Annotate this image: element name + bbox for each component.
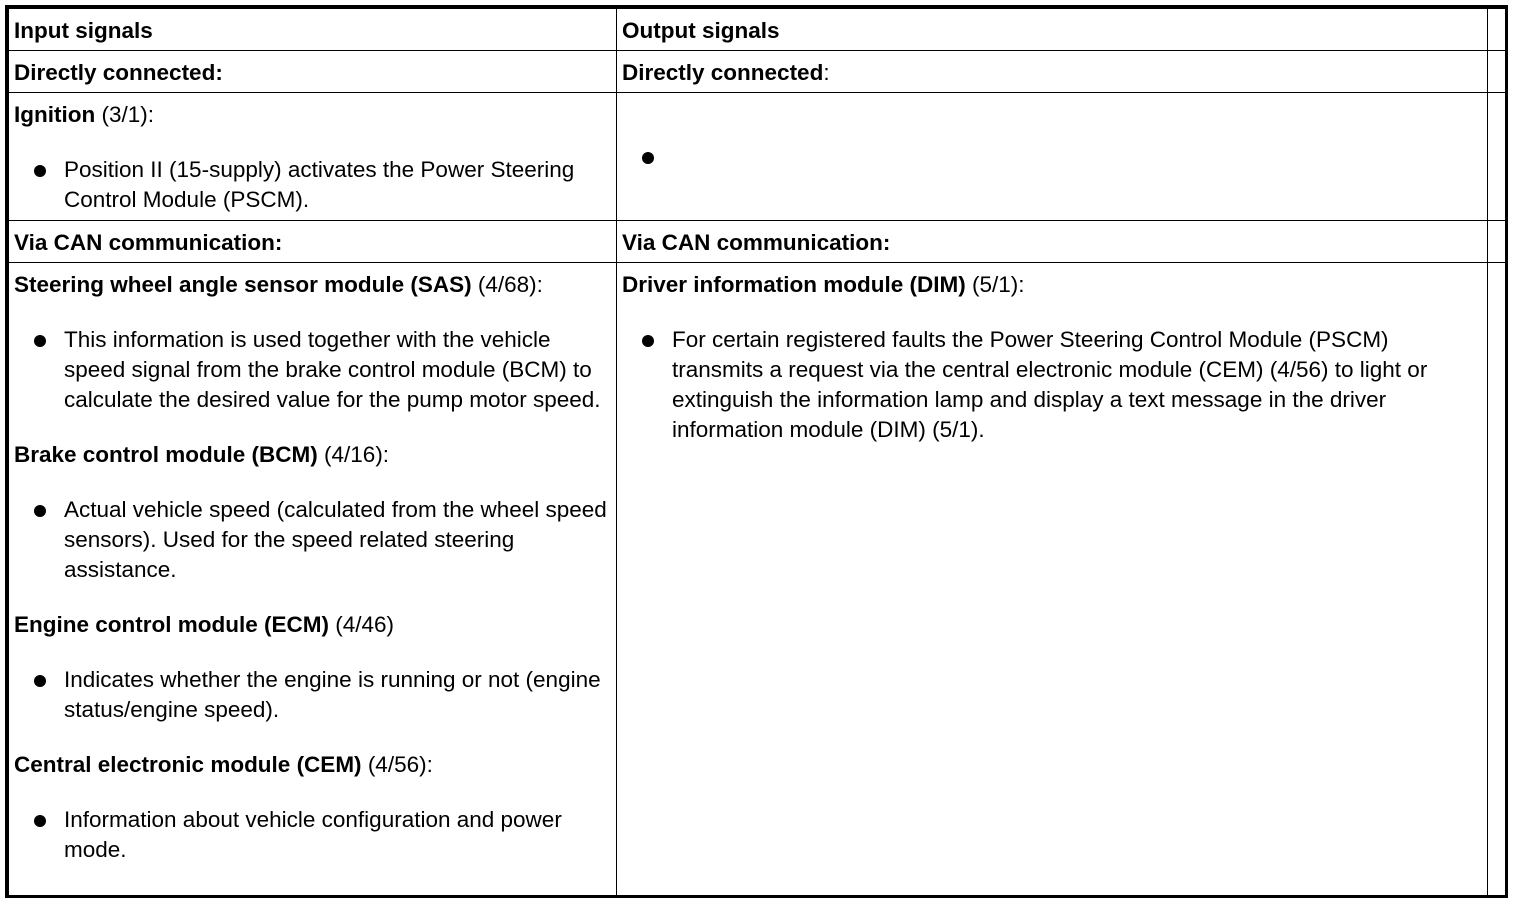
sas-heading: Steering wheel angle sensor module (SAS) (4/68): xyxy=(14,272,543,297)
bcm-heading: Brake control module (BCM) (4/16): xyxy=(14,442,390,467)
dim-bullet: For certain registered faults the Power Steering Control Module (PSCM) transmits a request via the central electronic module (CEM) (4/56) to light or extinguish the information lamp and display a text message in the driver information module (DIM) (5/1). xyxy=(622,325,1482,445)
ignition-bullets xyxy=(14,155,611,215)
output-via-can: Via CAN communication: xyxy=(617,221,1488,263)
input-directly-connected: Directly connected: xyxy=(9,51,617,93)
output-directly-connected: Directly connected: xyxy=(617,51,1488,93)
bcm-bullets xyxy=(14,495,611,585)
output-signals-header: Output signals xyxy=(617,9,1488,51)
output-can-modules xyxy=(617,263,1488,899)
filler-cell xyxy=(1488,93,1506,221)
output-direct-bullets xyxy=(622,142,1482,172)
ignition-bullet: Position II (15-supply) activates the Power Steering Control Module (PSCM). xyxy=(14,155,611,215)
bcm-bullet: Actual vehicle speed (calculated from the wheel speed sensors). Used for the speed related steering assistance. xyxy=(14,495,611,585)
input-signals-header: Input signals xyxy=(9,9,617,51)
ignition-heading: Ignition (3/1): xyxy=(14,102,155,127)
filler-cell xyxy=(1488,9,1506,51)
output-direct-cell xyxy=(617,93,1488,221)
filler-cell xyxy=(1488,51,1506,93)
cem-bullets xyxy=(14,805,611,865)
signals-document xyxy=(5,5,1508,898)
ecm-bullet: Indicates whether the engine is running or not (engine status/engine speed). xyxy=(14,665,611,725)
cem-bullet: Information about vehicle configuration and power mode. xyxy=(14,805,611,865)
signals-table xyxy=(8,8,1506,898)
input-via-can: Via CAN communication: xyxy=(9,221,617,263)
can-row xyxy=(9,221,1506,263)
sas-bullet: This information is used together with the vehicle speed signal from the brake control module (BCM) to calculate the desired value for the pump motor speed. xyxy=(14,325,611,415)
ignition-row xyxy=(9,93,1506,221)
filler-cell xyxy=(1488,263,1506,899)
directly-connected-row xyxy=(9,51,1506,93)
input-can-modules xyxy=(9,263,617,899)
ecm-heading: Engine control module (ECM) (4/46) xyxy=(14,612,395,637)
filler-cell xyxy=(1488,221,1506,263)
empty-bullet xyxy=(622,142,1482,172)
cem-heading: Central electronic module (CEM) (4/56): xyxy=(14,752,433,777)
dim-bullets xyxy=(622,325,1482,445)
title-row xyxy=(9,9,1506,51)
ecm-bullets xyxy=(14,665,611,725)
can-modules-row xyxy=(9,263,1506,899)
sas-bullets xyxy=(14,325,611,415)
dim-heading: Driver information module (DIM) (5/1): xyxy=(622,272,1025,297)
ignition-cell xyxy=(9,93,617,221)
